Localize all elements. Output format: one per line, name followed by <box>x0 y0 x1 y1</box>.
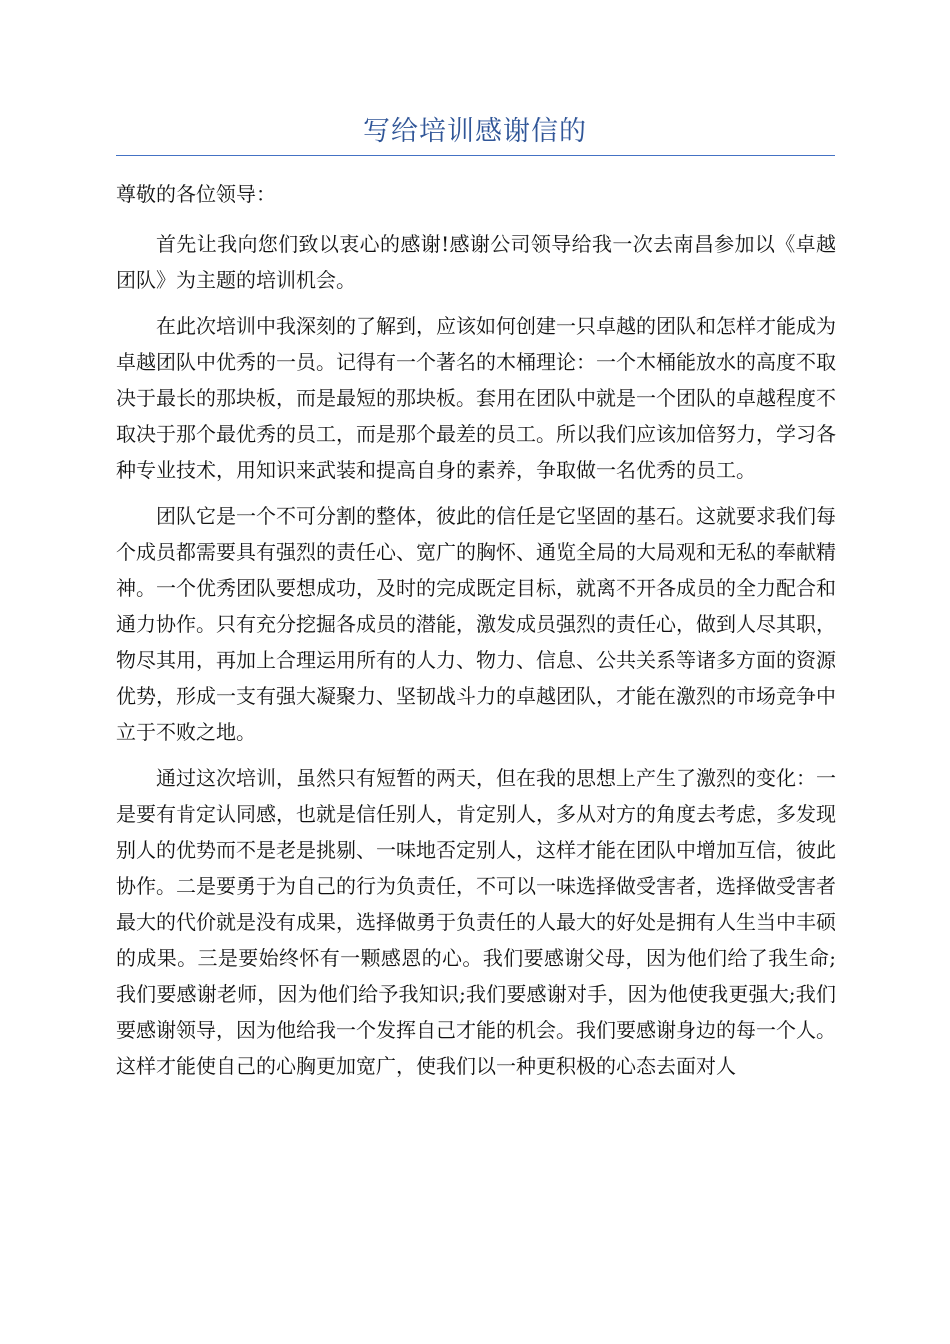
title-underline <box>116 155 835 156</box>
paragraph-4: 通过这次培训，虽然只有短暂的两天，但在我的思想上产生了激烈的变化：一是要有肯定认同感，也就是信任别人，肯定别人，多从对方的角度去考虑，多发现别人的优势而不是老是挑剔、一味地否定别人，这样才能在团队中增加互信，彼此协作。二是要勇于为自己的行为负责任，不可以一味选择做受害者，选择做受害者最大的代价就是没有成果，选择做勇于负责任的人最大的好处是拥有人生当中丰硕的成果。三是要始终怀有一颗感恩的心。我们要感谢父母，因为他们给了我生命;我们要感谢老师，因为他们给予我知识;我们要感谢对手，因为他使我更强大;我们要感谢领导，因为他给我一个发挥自己才能的机会。我们要感谢身边的每一个人。这样才能使自己的心胸更加宽广，使我们以一种更积极的心态去面对人 <box>116 766 836 1078</box>
document-body <box>116 176 836 1094</box>
paragraph-3: 团队它是一个不可分割的整体，彼此的信任是它坚固的基石。这就要求我们每个成员都需要具有强烈的责任心、宽广的胸怀、通览全局的大局观和无私的奉献精神。一个优秀团队要想成功，及时的完成既定目标，就离不开各成员的全力配合和通力协作。只有充分挖掘各成员的潜能，激发成员强烈的责任心，做到人尽其职，物尽其用，再加上合理运用所有的人力、物力、信息、公共关系等诸多方面的资源优势，形成一支有强大凝聚力、坚韧战斗力的卓越团队，才能在激烈的市场竞争中立于不败之地。 <box>116 504 836 744</box>
paragraph-1: 首先让我向您们致以衷心的感谢!感谢公司领导给我一次去南昌参加以《卓越团队》为主题的培训机会。 <box>116 232 836 292</box>
salutation: 尊敬的各位领导： <box>116 182 276 206</box>
paragraph-2: 在此次培训中我深刻的了解到，应该如何创建一只卓越的团队和怎样才能成为卓越团队中优秀的一员。记得有一个著名的木桶理论：一个木桶能放水的高度不取决于最长的那块板，而是最短的那块板。套用在团队中就是一个团队的卓越程度不取决于那个最优秀的员工，而是那个最差的员工。所以我们应该加倍努力，学习各种专业技术，用知识来武装和提高自身的素养，争取做一名优秀的员工。 <box>116 314 836 482</box>
document-title: 写给培训感谢信的 <box>363 116 587 147</box>
